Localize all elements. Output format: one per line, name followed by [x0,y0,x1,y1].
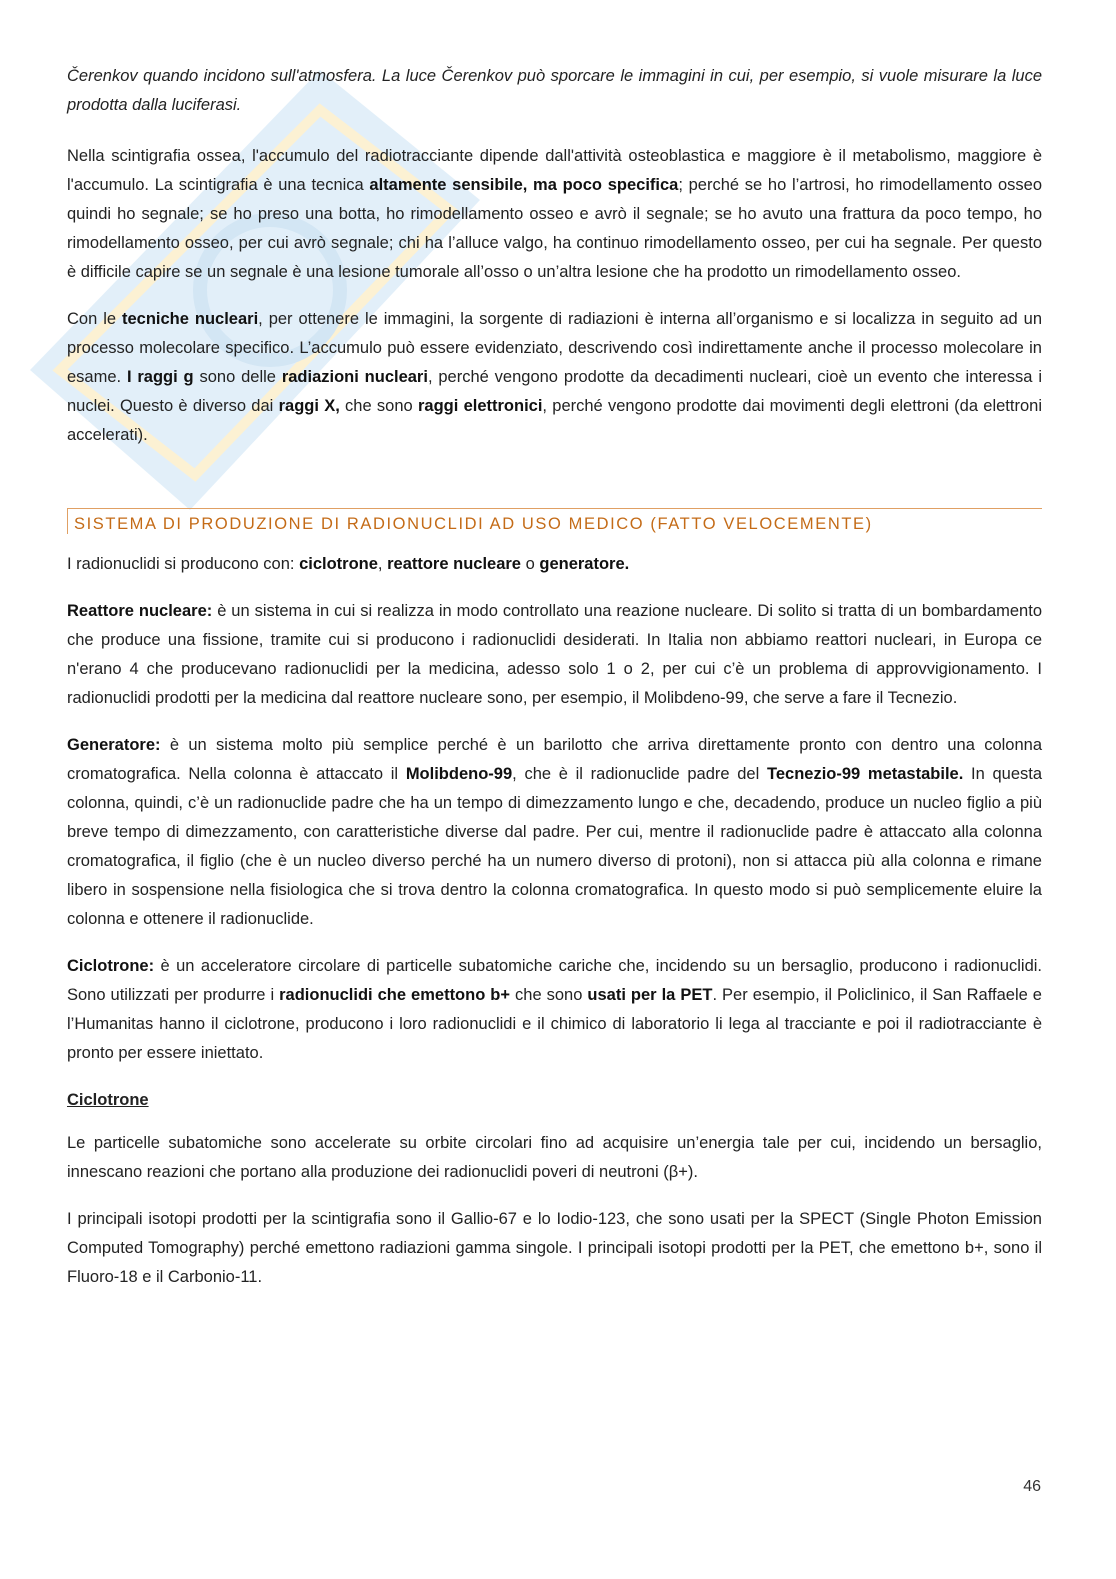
cyclotron-detail-paragraph-2: I principali isotopi prodotti per la scintigrafia sono il Gallio-67 e lo Iodio-123, che sono usati per la SPECT (Single Photon Emission Computed Tomography) perché emettono radiazioni gamma singole. I principali isotopi prodotti per la PET, che emettono b+, sono il Fluoro-18 e il Carbonio-11. [67,1210,1042,1286]
page-number: 46 [1023,1478,1041,1495]
generator-paragraph: Generatore: è un sistema molto più semplice perché è un barilotto che arriva direttamente pronto con dentro una colonna cromatografica. Nella colonna è attaccato il Molibdeno-99, che è il radionuclide padre del Tecnezio-99 metastabile. In questa colonna, quindi, c’è un radionuclide padre che ha un tempo di dimezzamento lungo e che, decadendo, produce un nucleo figlio a più breve tempo di dimezzamento, con caratteristiche diverse dal padre. Per cui, mentre il radionuclide padre è attaccato alla colonna cromatografica, il figlio (che è un nucleo diverso perché ha un numero diverso di protoni), non si attacca più alla colonna e rimane libero in sospensione nella fisiologica che si trova dentro la colonna cromatografica. In questo modo si può semplicemente eluire la colonna e ottenere il radionuclide. [67,736,1043,928]
intro-paragraph: Čerenkov quando incidono sull'atmosfera. La luce Čerenkov può sporcare le immagini in cui, per esempio, si vuole misurare la luce prodotta dalla luciferasi. [67,67,1042,114]
reactor-paragraph: Reattore nucleare: è un sistema in cui si realizza in modo controllato una reazione nucleare. Di solito si tratta di un bombardamento che produce una fissione, tramite cui si producono i radionuclidi desiderati. In Italia non abbiamo reattori nucleari, in Europa ce n'erano 4 che producevano radionuclidi per la medicina, adesso solo 1 o 2, per cui c’è un problema di approvvigionamento. I radionuclidi prodotti per la medicina dal reattore nucleare sono, per esempio, il Molibdeno-99, che serve a fare il Tecnezio. [67,602,1042,707]
cyclotron-subheading: Ciclotrone [67,1091,149,1109]
page-content [67,62,1042,1310]
cyclotron-detail-paragraph-1: Le particelle subatomiche sono accelerate su orbite circolari fino ad acquisire un’energia tale per cui, incidendo un bersaglio, innescano reazioni che portano alla produzione dei radionuclidi poveri di neutroni (β+). [67,1134,1042,1181]
section-heading: SISTEMA DI PRODUZIONE DI RADIONUCLIDI AD USO MEDICO (FATTO VELOCEMENTE) [67,508,1042,534]
nuclear-techniques-paragraph: Con le tecniche nucleari, per ottenere le immagini, la sorgente di radiazioni è interna all’organismo e si localizza in seguito ad un processo molecolare specifico. L’accumulo può essere evidenziato, descrivendo così indirettamente anche il processo molecolare in esame. I raggi g sono delle radiazioni nucleari, perché vengono prodotte da decadimenti nucleari, cioè un evento che interessa i nuclei. Questo è diverso dai raggi X, che sono raggi elettronici, perché vengono prodotte dai movimenti degli elettroni (da elettroni accelerati). [67,310,1043,444]
cyclotron-paragraph: Ciclotrone: è un acceleratore circolare di particelle subatomiche cariche che, incidendo su un bersaglio, producono i radionuclidi. Sono utilizzati per produrre i radionuclidi che emettono b+ che sono usati per la PET. Per esempio, il Policlinico, il San Raffaele e l’Humanitas hanno il ciclotrone, producono i loro radionuclidi e il chimico di laboratorio li lega al tracciante e poi il radiotracciante è pronto per essere iniettato. [67,957,1042,1062]
bone-scintigraphy-paragraph: Nella scintigrafia ossea, l'accumulo del radiotracciante dipende dall'attività osteoblastica e maggiore è il metabolismo, maggiore è l'accumulo. La scintigrafia è una tecnica altamente sensibile, ma poco specifica; perché se ho l’artrosi, ho rimodellamento osseo quindi ho segnale; se ho preso una botta, ho rimodellamento osseo e avrò il segnale; se ho avuto una frattura da poco tempo, ho rimodellamento osseo, per cui avrò segnale; chi ha l’alluce valgo, ha continuo rimodellamento osseo, per cui ha segnale. Per questo è difficile capire se un segnale è una lesione tumorale all’osso o un’altra lesione che ha prodotto un rimodellamento osseo. [67,147,1042,281]
production-paragraph: I radionuclidi si producono con: ciclotrone, reattore nucleare o generatore. [67,555,630,573]
